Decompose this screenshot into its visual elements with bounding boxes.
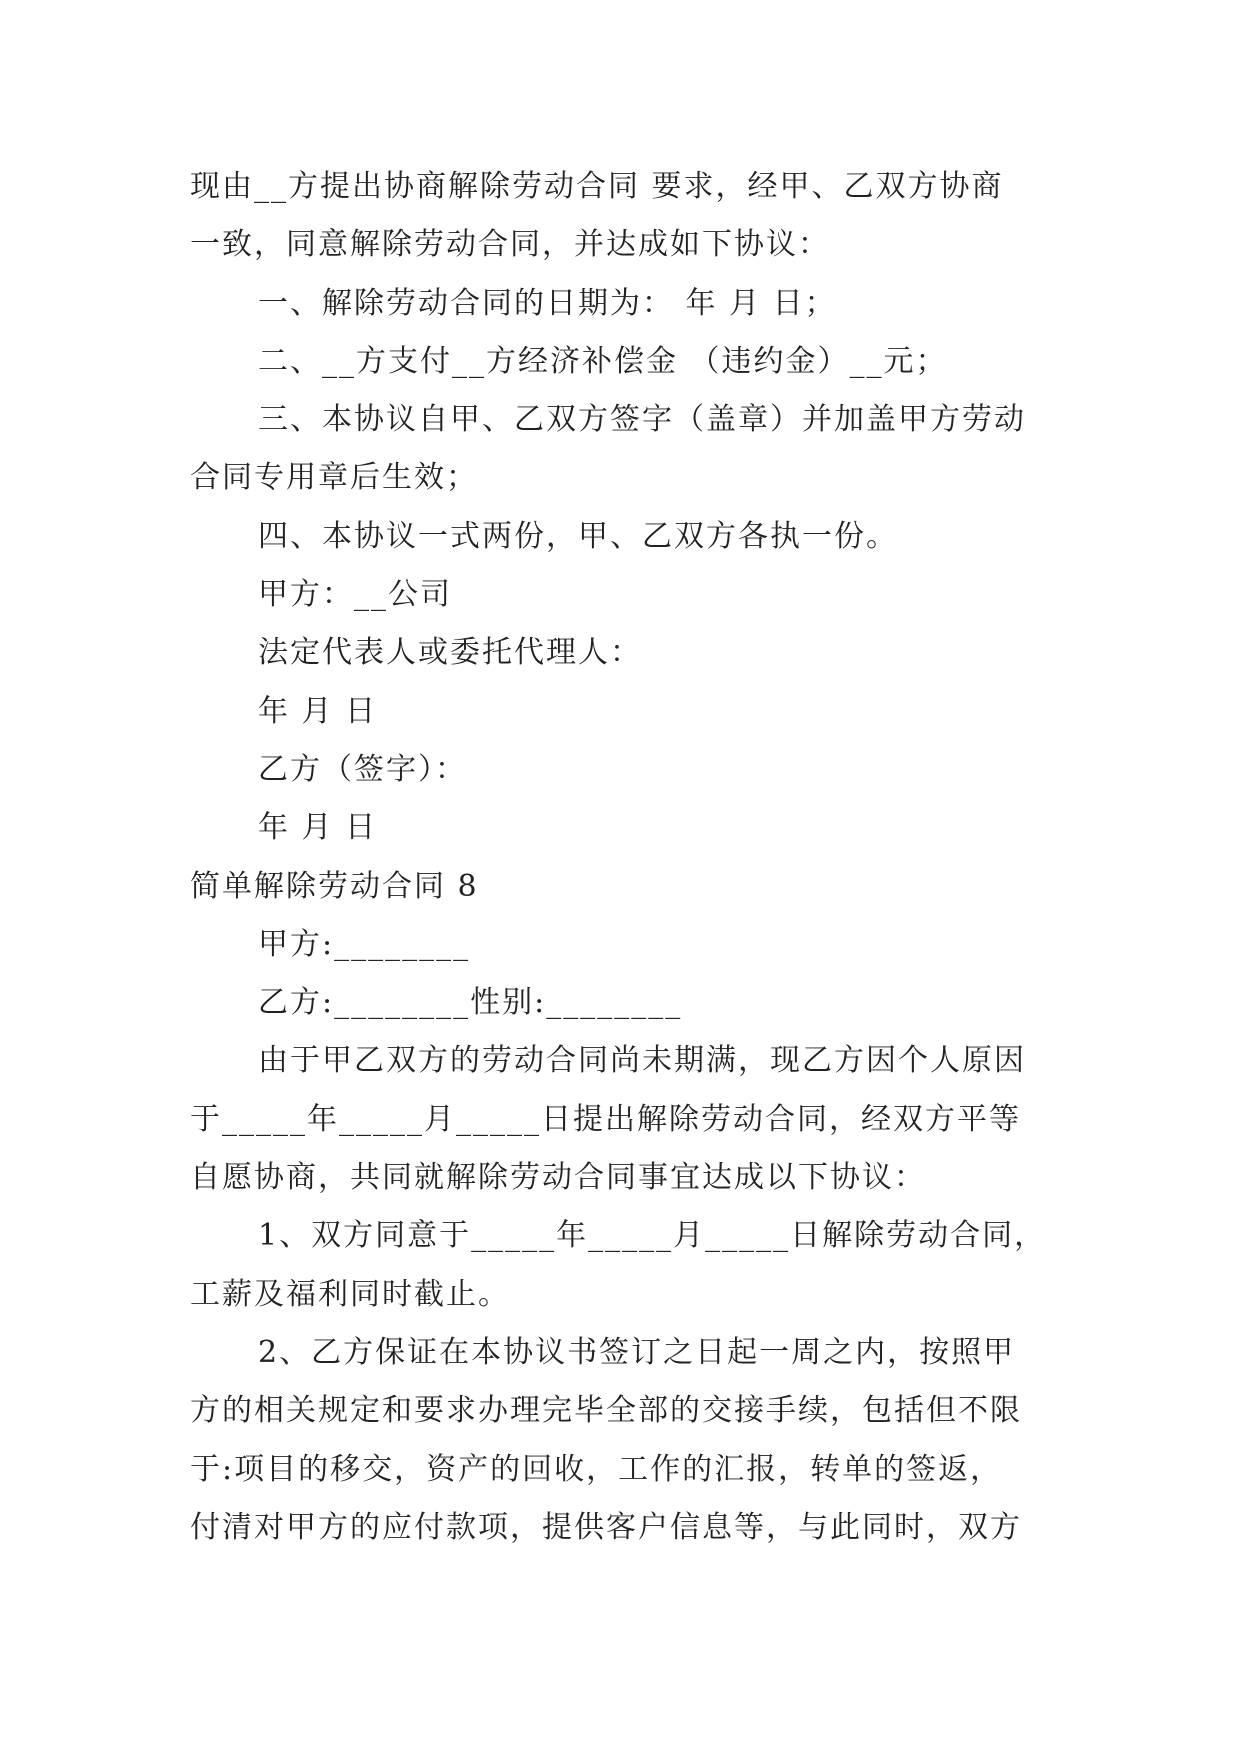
item-2-line: 2、乙方保证在本协议书签订之日起一周之内，按照甲 (258, 1334, 1016, 1370)
paragraph-line: 由于甲乙双方的劳动合同尚未期满，现乙方因个人原因 (258, 1043, 1026, 1079)
paragraph-line: 现由__方提出协商解除劳动合同 要求，经甲、乙双方协商 (190, 169, 1004, 204)
representative-line: 法定代表人或委托代理人： (258, 635, 642, 671)
item-2-continuation: 付清对甲方的应付款项，提供客户信息等，与此同时，双方 (190, 1509, 1022, 1545)
paragraph-line: 于_____年_____月_____日提出解除劳动合同，经双方平等 (190, 1101, 1021, 1137)
clause-3-continuation: 合同专用章后生效； (190, 460, 478, 496)
document-body (190, 158, 1052, 1557)
paragraph-line: 自愿协商，共同就解除劳动合同事宜达成以下协议： (190, 1160, 926, 1196)
clause-3-line: 三、本协议自甲、乙双方签字（盖章）并加盖甲方劳动 (258, 402, 1026, 438)
item-2-continuation: 方的相关规定和要求办理完毕全部的交接手续，包括但不限 (190, 1393, 1022, 1429)
party-a-field: 甲方:________ (258, 926, 471, 962)
clause-1-line: 一、解除劳动合同的日期为： 年 月 日； (258, 285, 837, 321)
date-line: 年 月 日 (258, 693, 378, 729)
paragraph-line: 一致，同意解除劳动合同，并达成如下协议： (190, 227, 830, 263)
section-title: 简单解除劳动合同 8 (190, 868, 479, 904)
date-line: 年 月 日 (258, 810, 378, 846)
clause-4-line: 四、本协议一式两份，甲、乙双方各执一份。 (258, 518, 898, 554)
clause-2-line: 二、__方支付__方经济补偿金 （违约金）__元； (258, 343, 948, 379)
party-b-signature-line: 乙方（签字）： (258, 751, 467, 787)
party-b-field: 乙方:________性别:________ (258, 985, 683, 1021)
item-1-line: 1、双方同意于_____年_____月_____日解除劳动合同， (258, 1218, 1047, 1254)
party-a-line: 甲方：__公司 (258, 577, 452, 613)
item-1-continuation: 工薪及福利同时截止。 (190, 1276, 510, 1312)
item-2-continuation: 于:项目的移交，资产的回收，工作的汇报，转单的签返， (190, 1451, 1003, 1487)
